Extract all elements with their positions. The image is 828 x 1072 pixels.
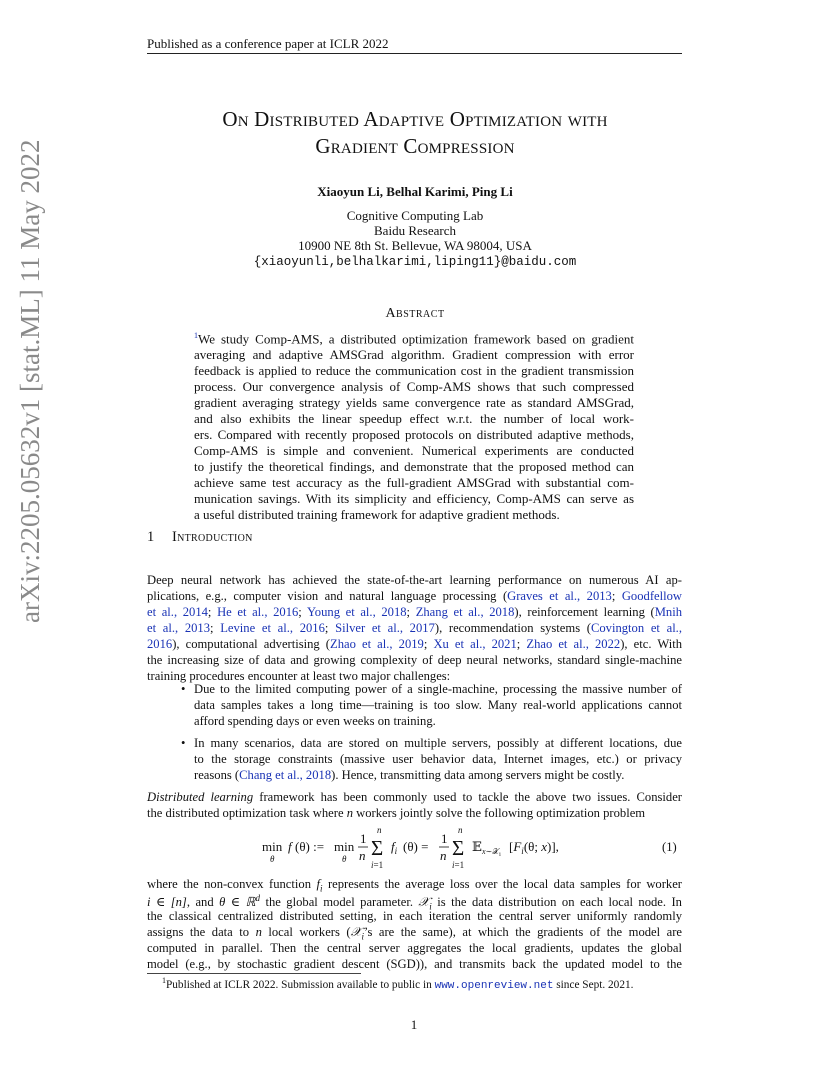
citation-link[interactable]: et al., 2014	[147, 605, 208, 619]
bullet-line: reasons (Chang et al., 2018). Hence, transmitting data among servers might be costly.	[194, 768, 625, 782]
intro-line: Distributed learning framework has been commonly used to tackle the above two issues. Consider	[147, 790, 682, 804]
abstract-line: process. Our convergence analysis of Comp-AMS shows that such compressed	[194, 379, 634, 394]
citation-link[interactable]: Graves et al., 2013	[507, 589, 612, 603]
citation-link[interactable]: Zhang et al., 2018	[415, 605, 515, 619]
svg-text:fi: $f_i$	[391, 839, 398, 856]
svg-text:(θ) =: (θ) =	[403, 839, 429, 854]
bullet-marker: •	[181, 736, 186, 750]
svg-text:min: min	[334, 839, 355, 854]
bullet-line: afford spending days or even weeks on training.	[194, 714, 436, 728]
abstract-line: and also exhibits the linear speedup effect w.r.t. the number of local work-	[194, 411, 634, 426]
abstract-line: to justify the theoretical findings, and demonstrate that the proposed method can	[194, 459, 634, 474]
affiliation-lab: Cognitive Computing Lab	[346, 208, 484, 223]
svg-text:n: n	[458, 825, 463, 835]
abstract-line: ers. Compared with recently proposed protocols on distributed adaptive methods,	[194, 427, 634, 442]
svg-text:1: 1	[441, 831, 448, 846]
intro-line: et al., 2014; He et al., 2016; Young et al., 2018; Zhang et al., 2018), reinforcement learning (Mnih	[147, 605, 683, 619]
svg-text:i=1: i=1	[452, 860, 465, 870]
authors: Xiaoyun Li, Belhal Karimi, Ping Li	[317, 184, 513, 199]
intro-line: 2016), computational advertising (Zhao et al., 2019; Xu et al., 2021; Zhao et al., 2022), etc. With	[147, 637, 683, 651]
arxiv-identifier: arXiv:2205.05632v1 [stat.ML] 11 May 2022	[15, 139, 45, 623]
abstract-heading: Abstract	[385, 306, 445, 321]
svg-text:n: n	[440, 848, 447, 863]
citation-link[interactable]: Goodfellow	[621, 589, 682, 603]
author-emails: {xiaoyunli,belhalkarimi,liping11}@baidu.com	[253, 255, 577, 269]
bullet-line: to the storage constraints (massive user behavior data, Internet images, etc.) or privacy	[194, 752, 682, 766]
section-title: Introduction	[172, 529, 253, 545]
svg-text:θ: θ	[342, 854, 347, 864]
affiliation-address: 10900 NE 8th St. Bellevue, WA 98004, USA	[298, 238, 532, 253]
footnote-mark[interactable]: 1	[194, 331, 198, 340]
svg-text:[Fi(θ; x)],: [$F_i(\theta$; x)],	[509, 839, 559, 856]
equation-1	[147, 824, 682, 870]
citation-link[interactable]: Silver et al., 2017	[335, 621, 435, 635]
abstract-line: munication savings. With its simplicity and efficiency, Comp-AMS can serve as	[194, 491, 634, 506]
abstract-line: $^1$We study Comp-AMS, a distributed optimization framework based on gradient	[194, 331, 634, 347]
citation-link[interactable]: He et al., 2016	[217, 605, 299, 619]
citation-link[interactable]: Chang et al., 2018	[239, 768, 332, 782]
intro-line: computed in parallel. Then the central server aggregates the local gradients, updates the global	[147, 941, 682, 955]
intro-line: model (e.g., by stochastic gradient descent (SGD)), and transmits back the updated model to the	[147, 957, 682, 971]
svg-text:x∼𝒳i: x∼𝒳$_i$	[482, 847, 501, 858]
intro-line: Deep neural network has achieved the state-of-the-art learning performance on numerous AI ap-	[147, 573, 682, 587]
svg-text:𝔼: 𝔼	[472, 839, 482, 854]
abstract-line: achieve same test accuracy as the full-gradient AMSGrad with substantial com-	[194, 475, 634, 490]
intro-line: the classical centralized distributed setting, in each iteration the central server uniformly randomly	[147, 909, 682, 923]
svg-text:min: min	[262, 839, 283, 854]
abstract-line: a useful distributed training framework for adaptive gradient methods.	[194, 507, 560, 522]
section-number: 1	[147, 529, 155, 545]
abstract-line: averaging and adaptive AMSGrad algorithm. Gradient compression with error	[194, 347, 634, 362]
intro-line: plications, e.g., computer vision and natural language processing (Graves et al., 2013; Goodfellow	[147, 589, 682, 603]
bullet-line: Due to the limited computing power of a single-machine, processing the massive number of	[194, 682, 682, 696]
intro-line: the distributed optimization task where n workers jointly solve the following optimization problem	[147, 806, 646, 820]
citation-link[interactable]: Mnih	[654, 605, 683, 619]
citation-link[interactable]: Xu et al., 2021	[433, 637, 517, 651]
intro-line: training procedures encounter at least two major challenges:	[147, 669, 451, 683]
citation-link[interactable]: Zhao et al., 2019	[330, 637, 424, 651]
svg-text:(θ) :=: (θ) :=	[295, 839, 325, 854]
abstract-line: Comp-AMS is simple and convenient. Numerical experiments are conducted	[194, 443, 634, 458]
svg-text:n: n	[359, 848, 366, 863]
intro-line: the increasing size of data and growing complexity of deep neural networks, standard single-machine	[147, 653, 682, 667]
bullet-line: In many scenarios, data are stored on multiple servers, possibly at different locations, due	[194, 736, 682, 750]
intro-line: i ∈ [n], and θ ∈ ℝ$^d$ the global model parameter. 𝒳$_i$ is the data distribution on each local node. In	[147, 893, 682, 912]
page-number: 1	[410, 1017, 418, 1032]
svg-text:n: n	[377, 825, 382, 835]
citation-link[interactable]: Covington et al.,	[590, 621, 682, 635]
paper-title-line-2: Gradient Compression	[315, 134, 515, 158]
svg-text:f: f	[288, 839, 292, 854]
svg-text:Σ: Σ	[452, 836, 465, 860]
equation-number: (1)	[662, 840, 677, 854]
openreview-link[interactable]: www.openreview.net	[434, 979, 554, 992]
header-rule	[147, 53, 682, 54]
footnote: $^1$Published at ICLR 2022. Submission available to public in www.openreview.net since Sept. 2021.	[162, 976, 634, 992]
svg-text:θ: θ	[270, 854, 275, 864]
svg-text:1: 1	[360, 831, 367, 846]
bullet-marker: •	[181, 682, 186, 696]
intro-line: et al., 2013; Levine et al., 2016; Silver et al., 2017), recommendation systems (Covington et al.,	[147, 621, 682, 635]
citation-link[interactable]: et al., 2013	[147, 621, 211, 635]
citation-link[interactable]: Levine et al., 2016	[220, 621, 325, 635]
abstract-line: feedback is applied to reduce the communication cost in the gradient transmission	[194, 363, 634, 378]
citation-link[interactable]: Young et al., 2018	[306, 605, 407, 619]
citation-link[interactable]: Zhao et al., 2022	[526, 637, 621, 651]
intro-line: where the non-convex function $f_i$ represents the average loss over the local data samples for worker	[147, 877, 682, 894]
bullet-line: data samples takes a long time—training is too slow. Many real-world applications cannot	[194, 698, 682, 712]
footnote-rule	[147, 973, 361, 974]
citation-link[interactable]: 2016	[147, 637, 173, 651]
abstract-line: gradient averaging strategy yields same convergence rate as standard AMSGrad,	[194, 395, 634, 410]
affiliation-org: Baidu Research	[374, 223, 456, 238]
intro-line: assigns the data to n local workers (𝒳$_i$’s are the same), at which the gradients of the model are	[147, 925, 683, 942]
svg-text:i=1: i=1	[371, 860, 384, 870]
svg-text:Σ: Σ	[371, 836, 384, 860]
paper-title-line-1: On Distributed Adaptive Optimization with	[222, 107, 608, 131]
running-header: Published as a conference paper at ICLR 2022	[147, 36, 389, 51]
